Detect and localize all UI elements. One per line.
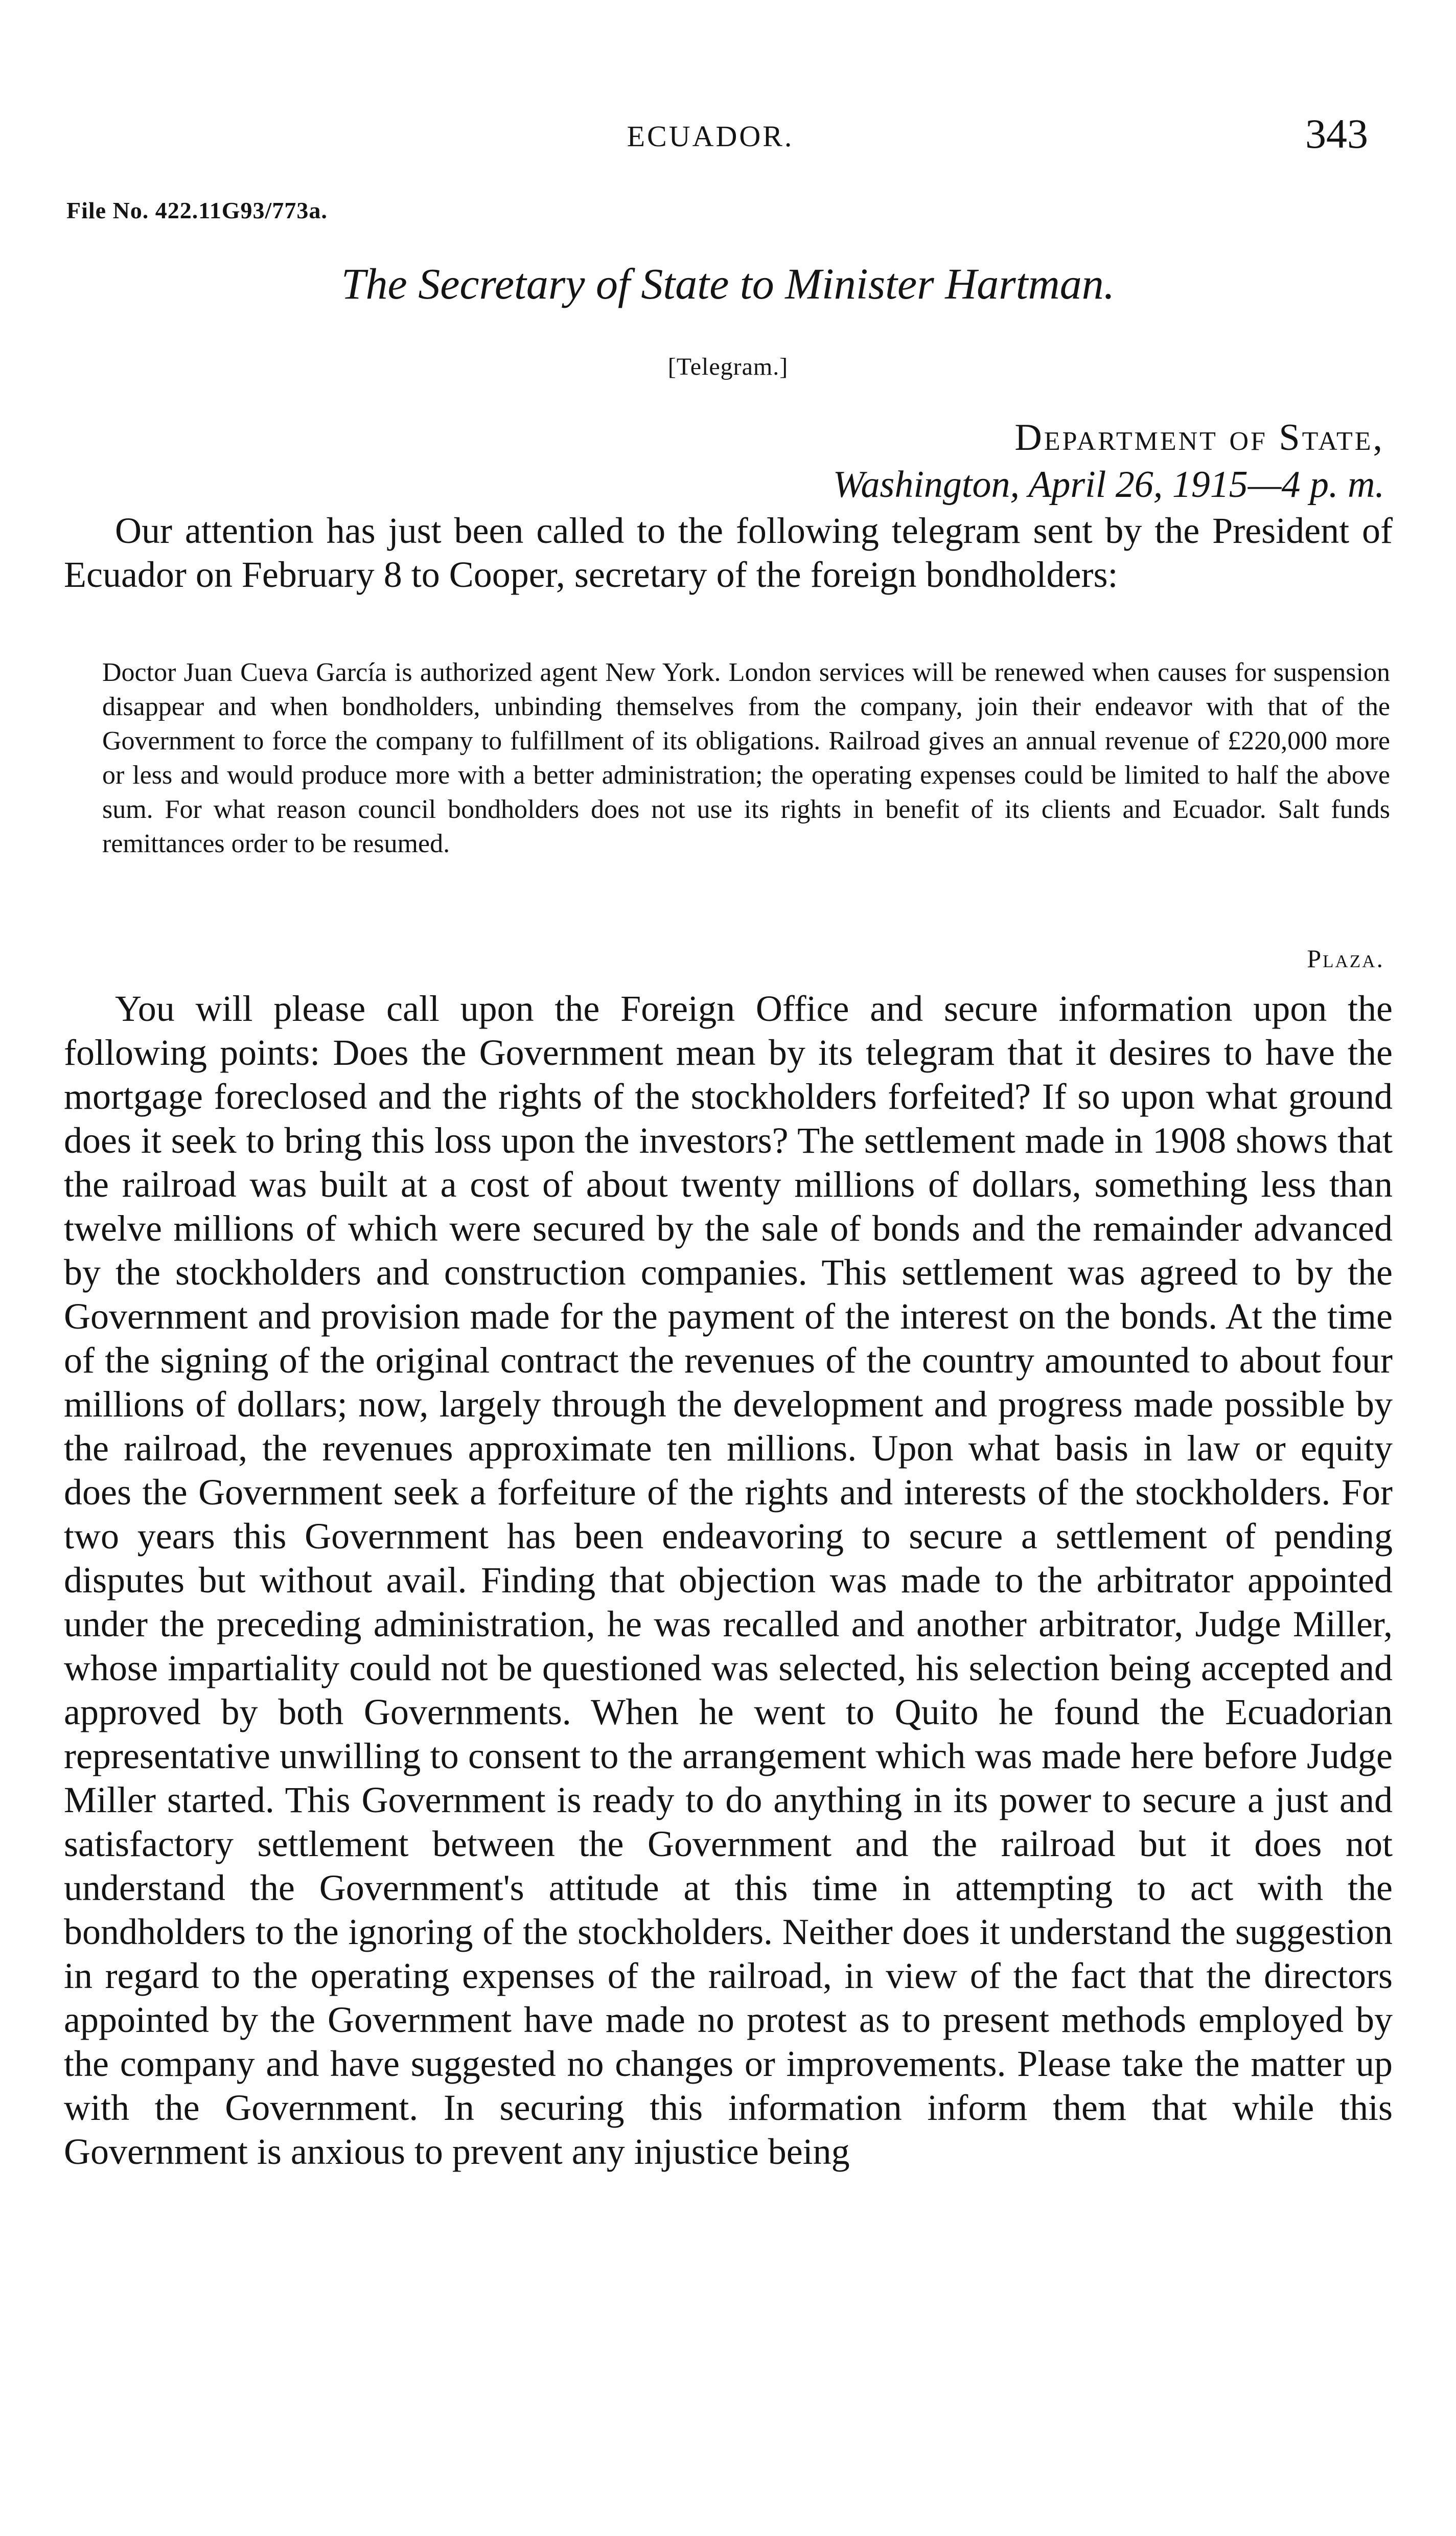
document-heading: The Secretary of State to Minister Hartman. [341, 259, 1115, 308]
paragraph-intro: Our attention has just been called to the following telegram sent by the President of Ecuador on February 8 to Cooper, secretary of the foreign bondholders: [64, 510, 1393, 595]
quoted-telegram: Doctor Juan Cueva García is authorized agent New York. London services will be renewed when causes for suspension disappear and when bondholders, unbinding themselves from the company, join their endeavor with that of the Government to force the company to fulfillment of its obligations. Railroad gives an annual revenue of £220,000 more or less and would produce more with a better administration; the operating expenses could be limited to half the above sum. For what reason council bondholders does not use its rights in benefit of its clients and Ecuador. Salt funds remittances order to be resumed. [102, 658, 1390, 858]
telegram-label: [Telegram.] [667, 353, 789, 380]
file-number: File No. 422.11G93/773a. [66, 197, 328, 223]
quote-signature: Plaza. [1307, 944, 1384, 973]
running-title: ECUADOR. [627, 120, 794, 153]
dateline-department: Department of State, [1014, 417, 1384, 459]
dateline [833, 414, 1384, 508]
dateline-place-date: Washington, April 26, 1915—4 p. m. [833, 464, 1384, 506]
paragraph-instructions: You will please call upon the Foreign Office and secure information upon the following points: Does the Government mean by its telegram that it desires to have the mortgage foreclosed and the rights of the stockholders forfeited? If so upon what ground does it seek to bring this loss upon the investors? The settlement made in 1908 shows that the railroad was built at a cost of about twenty millions of dollars, something less than twelve millions of which were secured by the sale of bonds and the remainder advanced by the stockholders and construction companies. This settlement was agreed to by the Government and provision made for the payment of the interest on the bonds. At the time of the signing of the original contract the revenues of the country amounted to about four millions of dollars; now, largely through the development and progress made possible by the railroad, the revenues approximate ten millions. Upon what basis in law or equity does the Government seek a forfeiture of the rights and interests of the stockholders. For two years this Government has been endeavoring to secure a settlement of pending disputes but without avail. Finding that objection was made to the arbitrator appointed under the preceding administration, he was recalled and another arbitrator, Judge Miller, whose impartiality could not be questioned was selected, his selection being accepted and approved by both Governments. When he went to Quito he found the Ecuadorian representative unwilling to consent to the arrangement which was made here before Judge Miller started. This Government is ready to do anything in its power to secure a just and satisfactory settlement between the Government and the railroad but it does not understand the Government's attitude at this time in attempting to act with the bondholders to the ignoring of the stockholders. Neither does it understand the suggestion in regard to the operating expenses of the railroad, in view of the fact that the directors appointed by the Government have made no protest as to present methods employed by the company and have suggested no changes or improvements. Please take the matter up with the Government. In securing this information inform them that while this Government is anxious to prevent any injustice being [64, 988, 1393, 2172]
page-number: 343 [1305, 110, 1368, 157]
running-header [0, 110, 1456, 166]
